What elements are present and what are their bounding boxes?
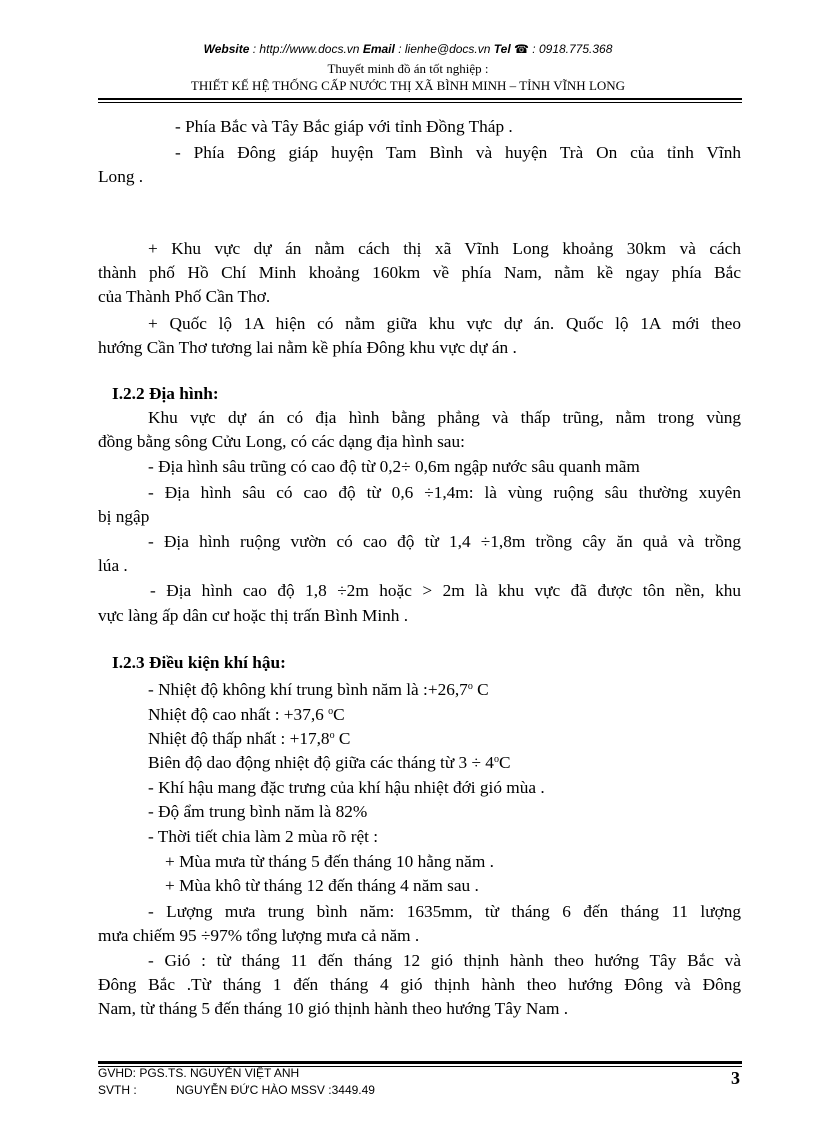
climate-heading: I.2.3 Điều kiện khí hậu:: [112, 653, 286, 672]
rainy-season: + Mùa mưa từ tháng 5 đến tháng 10 hằng năm .: [165, 852, 494, 871]
location-line3: của Thành Phố Cần Thơ.: [98, 287, 271, 306]
temp-max: Nhiệt độ cao nhất : +37,6 $^o$C: [148, 705, 345, 724]
degree-sign: o: [328, 706, 334, 717]
page-number: 3: [731, 1068, 740, 1088]
location-line1: + Khu vực dự án nằm cách thị xã Vĩnh Long khoảng 30km và cách: [148, 239, 741, 258]
wind-line2: Đông Bắc .Từ tháng 1 đến tháng 4 gió thịnh hành theo hướng Đông và Đông: [98, 975, 741, 994]
doc-type: Thuyết minh đồ án tốt nghiệp :: [327, 61, 489, 76]
wind-line3: Nam, từ tháng 5 đến tháng 10 gió thịnh hành theo hướng Tây Nam .: [98, 999, 569, 1018]
border-east-line1: - Phía Đông giáp huyện Tam Bình và huyện Trà On của tỉnh Vĩnh: [175, 143, 741, 162]
wind-line1: - Gió : từ tháng 11 đến tháng 12 gió thịnh hành theo hướng Tây Bắc và: [148, 951, 741, 970]
website-value[interactable]: : http://www.docs.vn: [252, 42, 360, 56]
terrain-item-a: - Địa hình sâu trũng có cao độ từ 0,2÷ 0,6m ngập nước sâu quanh mãm: [148, 457, 640, 476]
temp-average: - Nhiệt độ không khí trung bình năm là $:+26,7^o$ C: [148, 680, 489, 699]
header-rule-thin: [98, 102, 742, 103]
footer-rule: [98, 1061, 742, 1064]
terrain-item-c-line1: - Địa hình ruộng vườn có cao độ từ 1,4 ÷1,8m trồng cây ăn quả và trồng: [148, 532, 741, 551]
terrain-item-b-line2: bị ngập: [98, 507, 150, 526]
terrain-intro-line1: Khu vực dự án có địa hình bằng phẳng và thấp trũng, nằm trong vùng: [148, 408, 741, 427]
terrain-item-c-line2: lúa .: [98, 556, 128, 575]
terrain-heading: I.2.2 Địa hình:: [112, 384, 219, 403]
seasons: - Thời tiết chia làm 2 mùa rõ rệt :: [148, 827, 379, 846]
supervisor: GVHD: PGS.TS. NGUYỄN VIỆT ANH: [98, 1066, 300, 1080]
road-line2: hướng Cần Thơ tương lai nằm kề phía Đông khu vực dự án .: [98, 338, 517, 357]
tel-label: Tel ☎: [493, 42, 529, 56]
border-north: - Phía Bắc và Tây Bắc giáp với tỉnh Đồng Tháp .: [175, 117, 513, 136]
degree-sign: o: [493, 754, 499, 765]
rainfall-line1: - Lượng mưa trung bình năm: 1635mm, từ tháng 6 đến tháng 11 lượng: [148, 902, 741, 921]
website-contact-line: [0, 42, 816, 56]
student-label: SVTH :: [98, 1083, 137, 1097]
humidity: - Độ ẩm trung bình năm là 82%: [148, 802, 368, 821]
terrain-item-b-line1: - Địa hình sâu có cao độ từ 0,6 ÷1,4m: là vùng ruộng sâu thường xuyên: [148, 483, 741, 502]
student: NGUYỄN ĐỨC HÀO MSSV :3449.49: [176, 1083, 375, 1097]
header-rule: [98, 98, 742, 100]
website-label: Website: [203, 42, 250, 56]
terrain-item-d-line1: - Địa hình cao độ 1,8 ÷2m hoặc > 2m là khu vực đã được tôn nền, khu: [150, 581, 741, 600]
doc-title: THIẾT KẾ HỆ THỐNG CẤP NƯỚC THỊ XÃ BÌNH MINH – TỈNH VĨNH LONG: [190, 78, 626, 93]
temp-range: Biên độ dao động nhiệt độ giữa các tháng từ $3 \div 4^oC$: [148, 753, 511, 772]
temp-min: Nhiệt độ thấp nhất : $+17,8^o$ C: [148, 729, 351, 748]
degree-sign: o: [329, 730, 335, 741]
border-east-line2: Long .: [98, 167, 144, 186]
dry-season: + Mùa khô từ tháng 12 đến tháng 4 năm sau .: [165, 876, 479, 895]
degree-sign: o: [467, 681, 473, 692]
email-label: Email: [362, 42, 395, 56]
climate-type: - Khí hậu mang đặc trưng của khí hậu nhiệt đới gió mùa .: [148, 778, 545, 797]
email-value[interactable]: : lienhe@docs.vn: [398, 42, 491, 56]
terrain-item-d-line2: vực làng ấp dân cư hoặc thị trấn Bình Minh .: [98, 606, 409, 625]
tel-value: : 0918.775.368: [532, 42, 613, 56]
location-line2: thành phố Hồ Chí Minh khoảng 160km về phía Nam, nằm kề ngay phía Bắc: [98, 263, 741, 282]
terrain-intro-line2: đồng bằng sông Cửu Long, có các dạng địa hình sau:: [98, 432, 465, 451]
rainfall-line2: mưa chiếm 95 ÷97% tổng lượng mưa cả năm .: [98, 926, 420, 945]
road-line1: + Quốc lộ 1A hiện có nằm giữa khu vực dự án. Quốc lộ 1A mới theo: [148, 314, 741, 333]
